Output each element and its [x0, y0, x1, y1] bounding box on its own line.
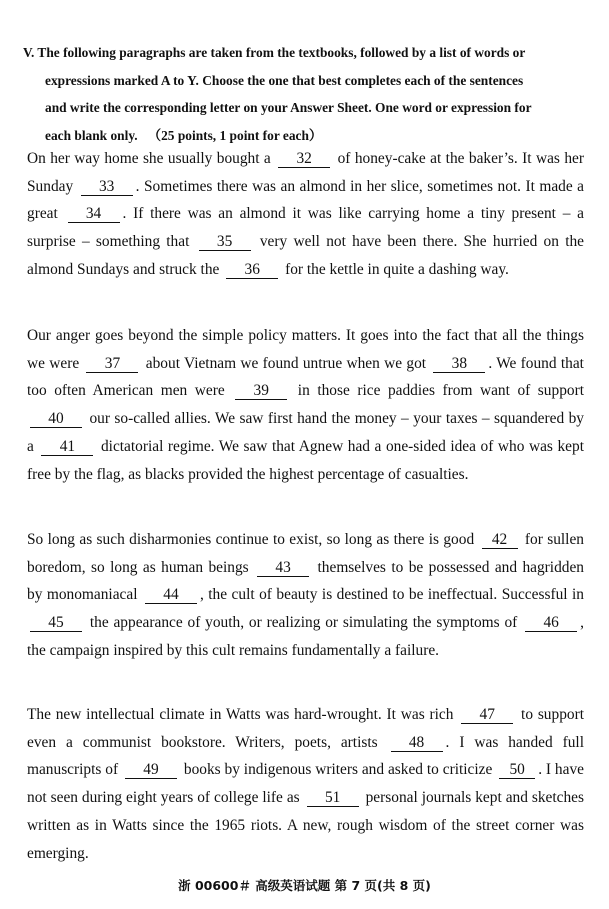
blank-32: 32 [278, 150, 330, 168]
text: . Sometimes there was an almond in her slice, sometimes not. It made a great [27, 177, 585, 223]
text: the appearance of youth, or realizing or simulating the symptoms of [89, 614, 518, 632]
text: On her way home she usually bought a [27, 150, 271, 167]
blank-40: 40 [30, 410, 82, 428]
blank-43: 43 [257, 559, 309, 577]
text: . We found that too often American men were [27, 354, 584, 400]
section-instructions [23, 39, 589, 149]
blank-47: 47 [461, 706, 513, 724]
instruction-line-2: expressions marked A to Y. Choose the one that best completes each of the sentences [45, 72, 524, 88]
text: dictatorial regime. We saw that Agnew had a one-sided idea of who was kept free by the flag, as blacks provided the highest percentage of casualties. [27, 437, 584, 483]
points-note: （25 points, 1 point for each） [147, 127, 323, 143]
blank-45: 45 [30, 614, 82, 632]
paragraph-2 [27, 322, 584, 488]
text: Our anger goes beyond the simple policy matters. It goes into the fact that all the things we were [27, 327, 584, 372]
blank-35: 35 [199, 233, 251, 251]
blank-34: 34 [68, 205, 120, 223]
text: of honey-cake at the baker’s. It was her Sunday [27, 150, 584, 195]
paragraph-4 [27, 701, 584, 867]
blank-37: 37 [86, 355, 138, 373]
paragraph-3 [27, 526, 584, 665]
text: our so-called allies. We saw first hand the money – your taxes – squandered by a [27, 410, 584, 455]
instruction-blank-rule: each blank only. [45, 127, 138, 143]
text: . If there was an almond it was like carrying home a tiny present – a surprise – something that [27, 205, 584, 251]
blank-42: 42 [482, 531, 518, 549]
text: . I have not seen during eight years of college life as [27, 761, 584, 807]
blank-39: 39 [235, 382, 287, 400]
text: personal journals kept and sketches written as in Watts since the 1965 riots. A new, rough wisdom of the street corner was emerging. [27, 789, 585, 862]
blank-49: 49 [125, 761, 177, 779]
blank-33: 33 [81, 178, 133, 196]
page-footer: 浙 00600＃ 高级英语试题 第 7 页(共 8 页) [178, 878, 431, 893]
text: . I was handed full manuscripts of [27, 733, 584, 779]
blank-44: 44 [145, 586, 197, 604]
text: in those rice paddies from want of support [297, 382, 584, 400]
text: , the campaign inspired by this cult remains fundamentally a failure. [27, 614, 584, 659]
blank-46: 46 [525, 614, 577, 632]
text: themselves to be possessed and hagridden by monomaniacal [27, 558, 585, 604]
instruction-line-3: and write the corresponding letter on your Answer Sheet. One word or expression for [45, 100, 532, 115]
text: for sullen boredom, so long as human beings [27, 531, 584, 576]
blank-50: 50 [499, 761, 535, 779]
blank-38: 38 [433, 355, 485, 373]
blank-48: 48 [391, 734, 443, 752]
paragraph-1 [27, 145, 584, 284]
blank-51: 51 [307, 789, 359, 807]
blank-41: 41 [41, 438, 93, 456]
text: about Vietnam we found untrue when we got [145, 354, 427, 372]
text: for the kettle in quite a dashing way. [285, 260, 509, 278]
text: So long as such disharmonies continue to exist, so long as there is good [27, 531, 475, 548]
text: The new intellectual climate in Watts was hard-wrought. It was rich [27, 706, 454, 723]
instruction-line-1: V. The following paragraphs are taken from the textbooks, followed by a list of words or [23, 45, 526, 60]
text: very well not have been there. She hurried on the almond Sundays and struck the [27, 233, 584, 278]
text: , the cult of beauty is destined to be ineffectual. Successful in [199, 586, 584, 604]
text: books by indigenous writers and asked to criticize [183, 761, 493, 779]
text: to support even a communist bookstore. Writers, poets, artists [27, 706, 584, 751]
blank-36: 36 [226, 261, 278, 279]
